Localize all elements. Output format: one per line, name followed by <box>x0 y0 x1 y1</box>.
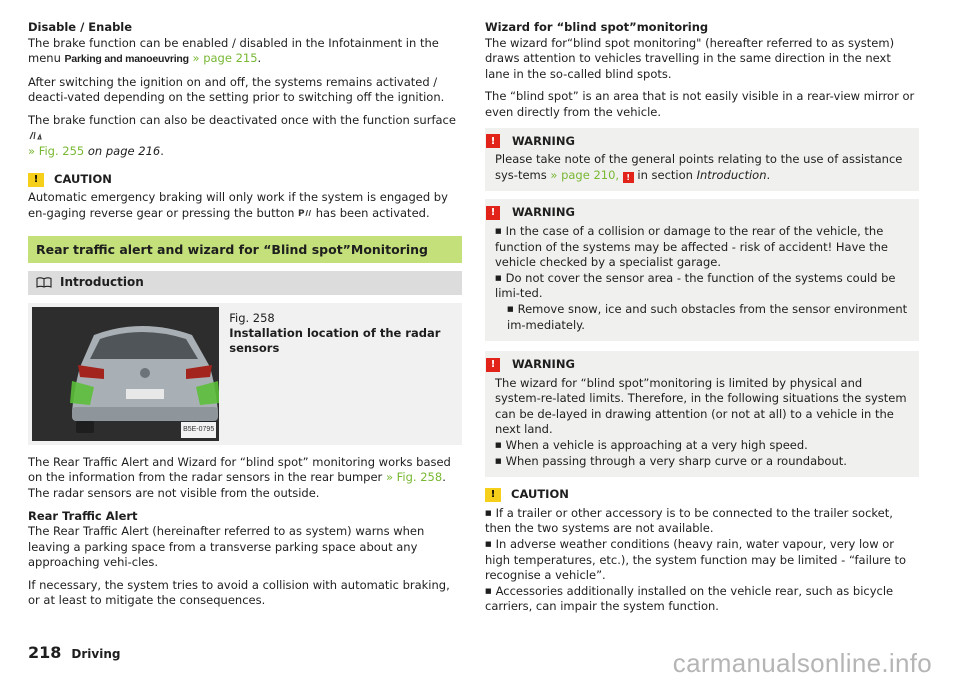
warning-box-1 <box>485 128 919 192</box>
watermark: carmanualsonline.info <box>672 648 932 677</box>
subsection-introduction <box>28 271 462 295</box>
right-column <box>485 20 919 615</box>
avoid-paragraph: If necessary, the system tries to avoid a collision with automatic braking, or at least to mitigate the consequences. <box>28 577 450 608</box>
chapter-title: Driving <box>71 647 121 661</box>
warning3-bullet-1: ■ When a vehicle is approaching at a very high speed. <box>495 438 909 454</box>
warning-heading-1 <box>486 134 909 150</box>
caution2-bullet-3: ■ Accessories additionally installed on the vehicle rear, such as bicycle carriers, can impair the system function. <box>485 584 919 615</box>
page-footer <box>28 643 120 662</box>
svg-text:P: P <box>298 208 305 218</box>
figure-image <box>32 307 219 441</box>
caution-triangle-icon: ! <box>485 488 501 502</box>
figure-code: B5E-0795 <box>181 422 216 438</box>
warning1-end: . <box>766 167 771 182</box>
left-column <box>28 20 462 616</box>
caution-title-2: CAUTION <box>511 487 569 502</box>
caution-title-1: CAUTION <box>54 171 112 186</box>
fig258-link[interactable]: » Fig. 258 <box>385 470 443 485</box>
rta-heading: Rear Traffic Alert <box>28 508 138 523</box>
caution-triangle-icon: ! <box>28 173 44 187</box>
warning-exclamation-icon: ! <box>486 134 500 148</box>
blind-spot-paragraph: The “blind spot” is an area that is not easily visible in a rear-view mirror or even directly from the vehicle. <box>485 89 915 119</box>
warning2-bullet-3: ■ Remove snow, ice and such obstacles from the sensor environment im-mediately. <box>495 302 909 333</box>
rta-text: The Rear Traffic Alert (hereinafter referred to as system) warns when leaving a parking space from a transverse parking space about any approaching vehi-cles. <box>28 524 425 570</box>
menu-ref-end: . <box>257 51 262 66</box>
deactivate-end: . <box>160 144 164 159</box>
warning-title-1: WARNING <box>512 133 575 148</box>
warning2-bullet-1: ■ In the case of a collision or damage to the rear of the vehicle, the function of the systems may be affected - risk of accident! Have the vehicle checked by a specialist garage. <box>495 224 909 271</box>
wizard-paragraph <box>485 20 919 82</box>
page-number: 218 <box>28 643 62 662</box>
warning3-text: The wizard for “blind spot”monitoring is limited by physical and system-re-lated limits. Therefore, in the following situations the system can be de-layed in drawing attention (or not at all) to a vehicle in the next land. <box>495 375 907 437</box>
park-button-icon <box>298 207 312 218</box>
intro-text-b: . The radar sensors are not visible from the outside. <box>28 470 446 500</box>
warning1-section: Introduction <box>696 167 767 182</box>
caution-text-1 <box>28 190 462 221</box>
deactivate-paragraph <box>28 113 462 160</box>
disable-heading: Disable / Enable <box>28 20 133 34</box>
subsection-title: Introduction <box>60 275 144 290</box>
open-book-icon <box>36 277 52 288</box>
switch-paragraph: After switching the ignition on and off, the systems remains activated / deacti-vated depending on the setting prior to switching off the ignition. <box>28 74 445 105</box>
deactivate-text: The brake function can also be deactivated once with the function surface <box>28 112 456 127</box>
warning3-bullet-2: ■ When passing through a very sharp curve or a roundabout. <box>495 454 909 470</box>
warning-box-2 <box>485 199 919 341</box>
figure-caption <box>219 307 458 441</box>
warning-exclamation-icon: ! <box>486 206 500 220</box>
wizard-heading: Wizard for “blind spot”monitoring <box>485 20 709 34</box>
warning-text-1 <box>495 152 909 183</box>
caution-heading-1 <box>28 172 462 188</box>
warning-box-3 <box>485 351 919 477</box>
caution2-bullet-1: ■ If a trailer or other accessory is to be connected to the trailer socket, then the two systems are not available. <box>485 506 919 537</box>
warning1-text-a: Please take note of the general points relating to the use of assistance sys-tems <box>495 152 903 182</box>
figure-caption-text: Installation location of the radar sensors <box>229 325 441 355</box>
caution-text-1a: Automatic emergency braking will only work if the system is engaged by en-gaging reverse gear or pressing the button <box>28 190 448 220</box>
car-rear-illustration <box>32 307 219 441</box>
warning-heading-3 <box>486 357 909 373</box>
page210-link[interactable]: » page 210, <box>550 167 620 182</box>
caution-heading-2 <box>485 487 919 503</box>
menu-name: Parking and manoeuvring <box>64 53 189 66</box>
disable-paragraph <box>28 20 462 68</box>
warning-exclamation-icon: ! <box>486 358 500 372</box>
warning-title-3: WARNING <box>512 357 575 372</box>
menu-page-link[interactable]: » page 215 <box>192 51 258 66</box>
fig255-page: on page 216 <box>87 144 161 159</box>
warning1-text-b: in section <box>637 167 693 182</box>
caution2-bullet-2: ■ In adverse weather conditions (heavy rain, water vapour, very low or high temperatures, etc.), the system function may be limited - “failure to recognise a vehicle”. <box>485 537 919 584</box>
intro-paragraph <box>28 455 462 502</box>
figure-258 <box>28 303 462 445</box>
warning2-bullet-2: ■ Do not cover the sensor area - the function of the systems could be limi-ted. <box>495 271 909 302</box>
rta-paragraph <box>28 509 462 571</box>
disable-text: The brake function can be enabled / disabled in the Infotainment in the menu <box>28 35 439 66</box>
intro-text-a: The Rear Traffic Alert and Wizard for “blind spot” monitoring works based on the information from the radar sensors in the rear bumper <box>28 454 451 485</box>
fig255-link[interactable]: » Fig. 255 <box>28 144 85 159</box>
section-title: Rear traffic alert and wizard for “Blind spot”Monitoring <box>28 236 462 264</box>
wizard-text: The wizard for“blind spot monitoring" (hereafter referred to as system) draws attention to vehicles travelling in the same direction in the next lane in the so-called blind spots. <box>485 35 895 81</box>
parking-assist-icon <box>28 130 42 141</box>
warning-title-2: WARNING <box>512 205 575 220</box>
warning-heading-2 <box>486 205 909 221</box>
warning-exclamation-icon: ! <box>623 172 634 183</box>
caution-text-1b: has been activated. <box>315 205 430 220</box>
figure-number: Fig. 258 <box>229 310 275 325</box>
